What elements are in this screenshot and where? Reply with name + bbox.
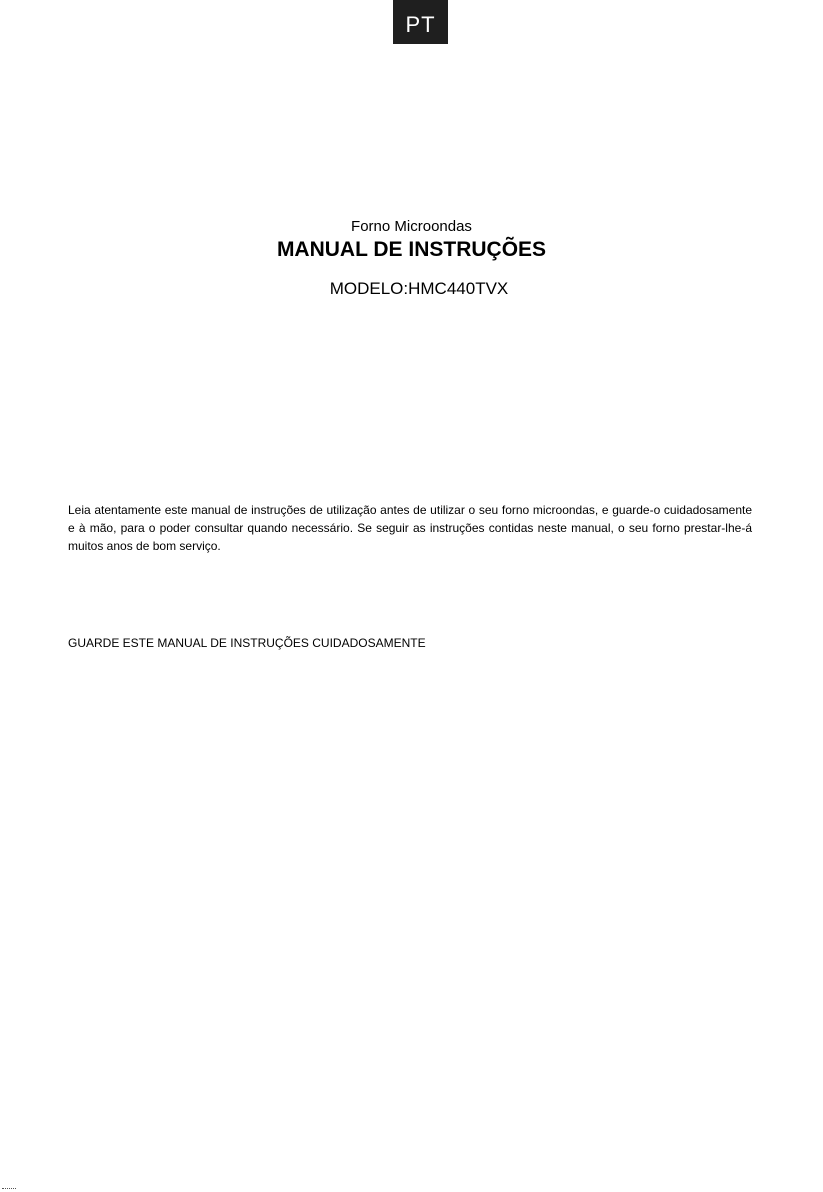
model-number: MODELO:HMC440TVX	[329, 279, 509, 298]
page-corner-mark	[2, 1188, 16, 1190]
keep-manual-notice: GUARDE ESTE MANUAL DE INSTRUÇÕES CUIDADOSAMENTE	[68, 636, 426, 650]
intro-paragraph: Leia atentamente este manual de instruções de utilização antes de utilizar o seu forno microondas, e guarde-o cuidadosamente e à mão, para o poder consultar quando necessário. Se seguir as instruções contidas neste manual, o seu forno prestar-lhe-á muitos anos de bom serviço.	[68, 503, 752, 553]
language-tab: PT	[393, 0, 448, 44]
product-name: Forno Microondas	[351, 218, 472, 235]
page-title: MANUAL DE INSTRUÇÕES	[276, 238, 547, 261]
